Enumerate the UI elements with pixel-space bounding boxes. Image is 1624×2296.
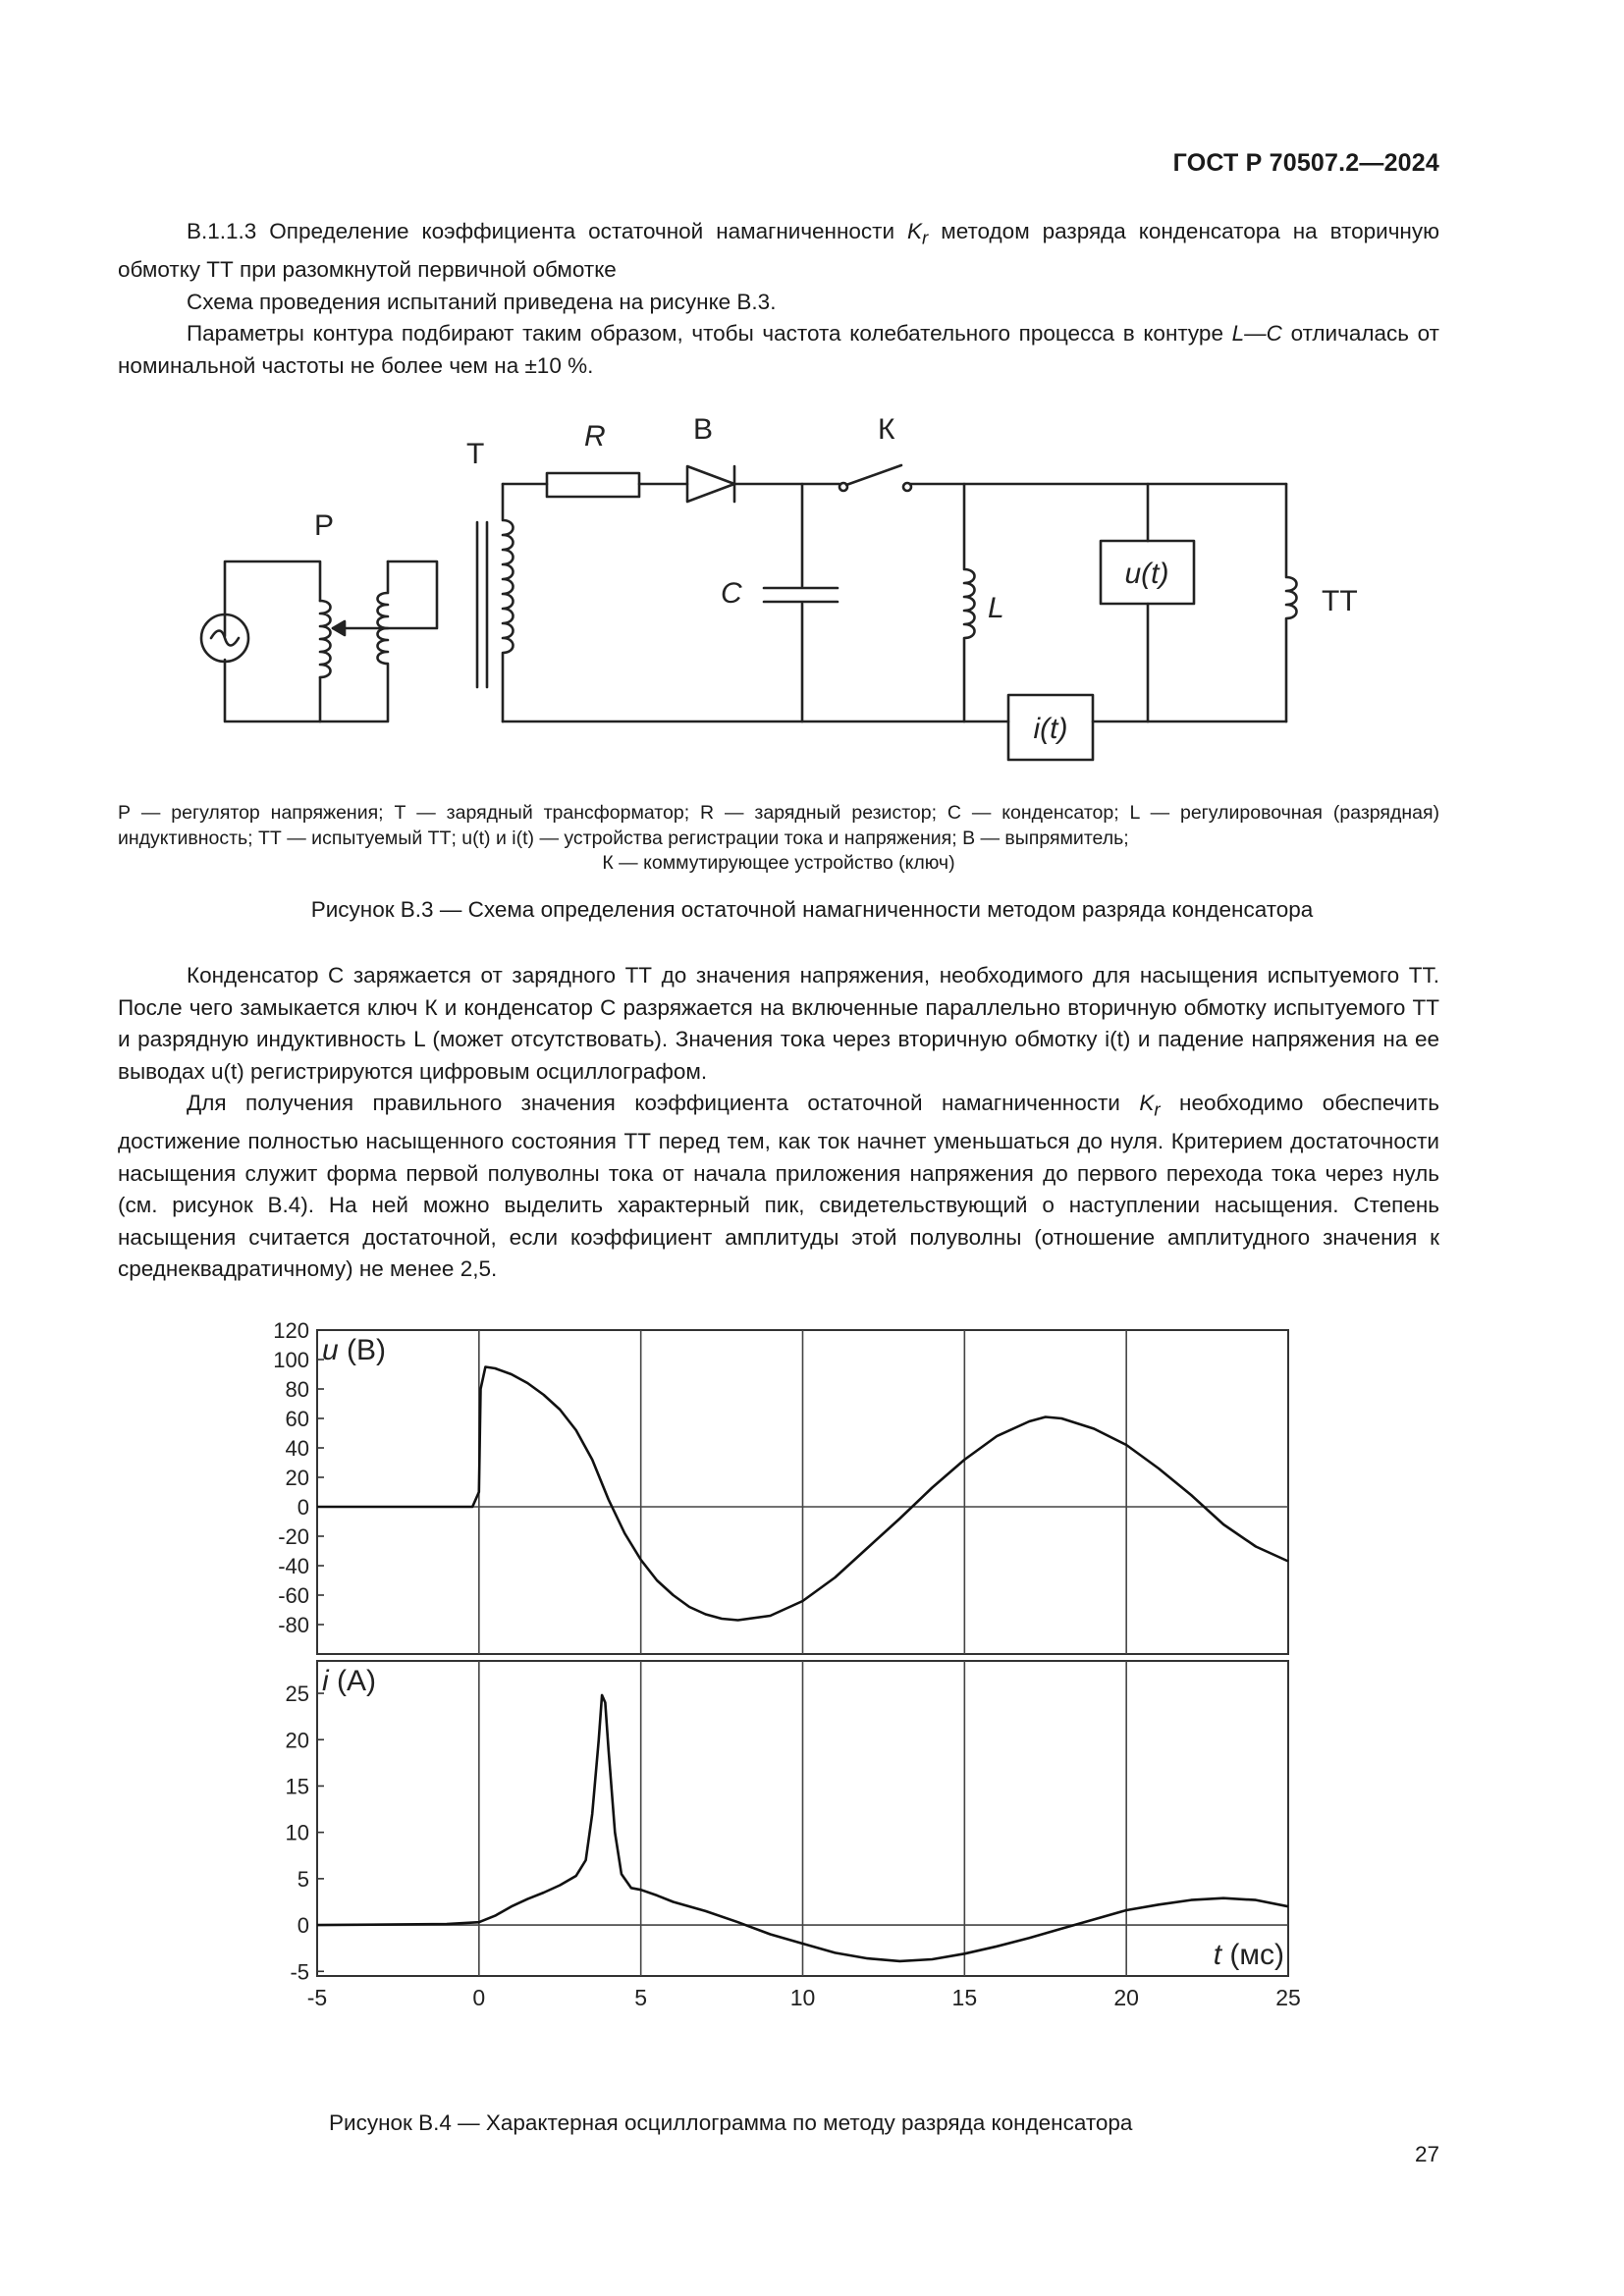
y-tick-label-0-1: 100 (273, 1348, 309, 1372)
label-switch: К (878, 413, 895, 446)
figure-b3-caption: Рисунок В.3 — Схема определения остаточной намагниченности методом разряда конденсатора (310, 897, 1314, 922)
y-axis-label-0: u (B) (322, 1334, 387, 1366)
x-tick-label-1: 0 (472, 1985, 486, 2010)
x-tick-label-2: 5 (634, 1985, 648, 2010)
y-tick-label-0-4: 40 (285, 1436, 309, 1461)
paragraph-b113: В.1.1.3 Определение коэффициента остаточной намагниченности $K_r$ методом разряда конденсатора на вторичную обмотку ТТ при разомкнутой первичной обмотке (118, 219, 1439, 282)
y-tick-label-0-10: -80 (278, 1613, 309, 1637)
figure-b4-caption: Рисунок В.4 — Характерная осциллограмма по методу разряда конденсатора (329, 2110, 1133, 2135)
document-header: ГОСТ Р 70507.2—2024 (1172, 149, 1439, 177)
x-axis-label: t (мс) (1213, 1939, 1284, 1971)
x-tick-label-3: 10 (789, 1985, 816, 2010)
x-tick-label-0: -5 (306, 1985, 328, 2010)
y-tick-label-0-8: -40 (278, 1554, 309, 1578)
label-regulator: Р (314, 509, 335, 542)
x-tick-label-4: 15 (951, 1985, 978, 2010)
y-tick-label-0-6: 0 (297, 1495, 309, 1520)
y-tick-label-0-2: 80 (285, 1377, 309, 1402)
paragraph-scheme-ref: Схема проведения испытаний приведена на рисунке В.3. (187, 289, 777, 314)
figure-b3-legend: Р — регулятор напряжения; Т — зарядный трансформатор; R — зарядный резистор; C — конденсатор; L — регулировочная (разрядная) индуктивность; ТТ — испытуемый ТТ; u(t) и i(t) — устройства регистрации тока и напряжения; В — выпрямитель; К — коммутирующее устройство (ключ) (118, 802, 1439, 874)
label-rectifier: В (693, 413, 714, 446)
page-number: 27 (1414, 2142, 1439, 2166)
y-axis-label-1: i (A) (322, 1665, 376, 1697)
paragraph-discharge-process: Конденсатор C заряжается от зарядного ТТ до значения напряжения, необходимого для насыщения испытуемого ТТ. После чего замыкается ключ К и конденсатор C разряжается на включенные параллельно вторичную обмотку испытуемого ТТ и разрядную индуктивность L (может отсутствовать). Значения тока через вторичную обмотку i(t) и падение напряжения на ее выводах u(t) регистрируются цифровым осциллографом. (118, 963, 1439, 1084)
label-resistor: R (584, 420, 606, 453)
y-tick-label-1-4: 5 (297, 1866, 309, 1892)
label-inductance: L (988, 592, 1004, 624)
y-tick-label-0-7: -20 (278, 1524, 309, 1549)
x-tick-label-5: 20 (1113, 1985, 1139, 2010)
paragraph-contour-params: Параметры контура подбирают таким образом, чтобы частота колебательного процесса в контуре L—C отличалась от номинальной частоты не более чем на ±10 %. (118, 321, 1439, 378)
label-tested-ct: ТТ (1322, 585, 1358, 617)
y-tick-label-1-3: 10 (285, 1820, 309, 1845)
x-tick-label-6: 25 (1275, 1985, 1301, 2010)
label-transformer: Т (466, 438, 485, 470)
y-tick-label-0-5: 20 (285, 1466, 309, 1490)
y-tick-label-0-3: 60 (285, 1407, 309, 1431)
label-i-recorder: i(t) (1033, 713, 1068, 745)
paragraph-saturation-criterion: Для получения правильного значения коэффициента остаточной намагниченности $K_r$ необходимо обеспечить достижение полностью насыщенного состояния ТТ перед тем, как ток начнет уменьшаться до нуля. Критерием достаточности насыщения служит форма первой полуволны тока от начала приложения напряжения до первого перехода тока через нуль (см. рисунок В.4). На ней можно выделить характерный пик, свидетельствующий о наступлении насыщения. Степень насыщения считается достаточной, если коэффициент амплитуды этой полуволны (отношение амплитудного значения к среднеквадратичному) не менее 2,5. (118, 1091, 1439, 1281)
y-tick-label-1-6: -5 (290, 1959, 309, 1985)
y-tick-label-0-0: 120 (273, 1318, 309, 1343)
label-u-recorder: u(t) (1124, 558, 1169, 590)
y-tick-label-1-5: 0 (297, 1913, 309, 1939)
label-capacitor: C (721, 577, 742, 610)
y-tick-label-0-9: -60 (278, 1583, 309, 1608)
y-tick-label-1-2: 15 (285, 1774, 309, 1799)
y-tick-label-1-1: 20 (285, 1728, 309, 1753)
y-tick-label-1-0: 25 (285, 1682, 309, 1707)
